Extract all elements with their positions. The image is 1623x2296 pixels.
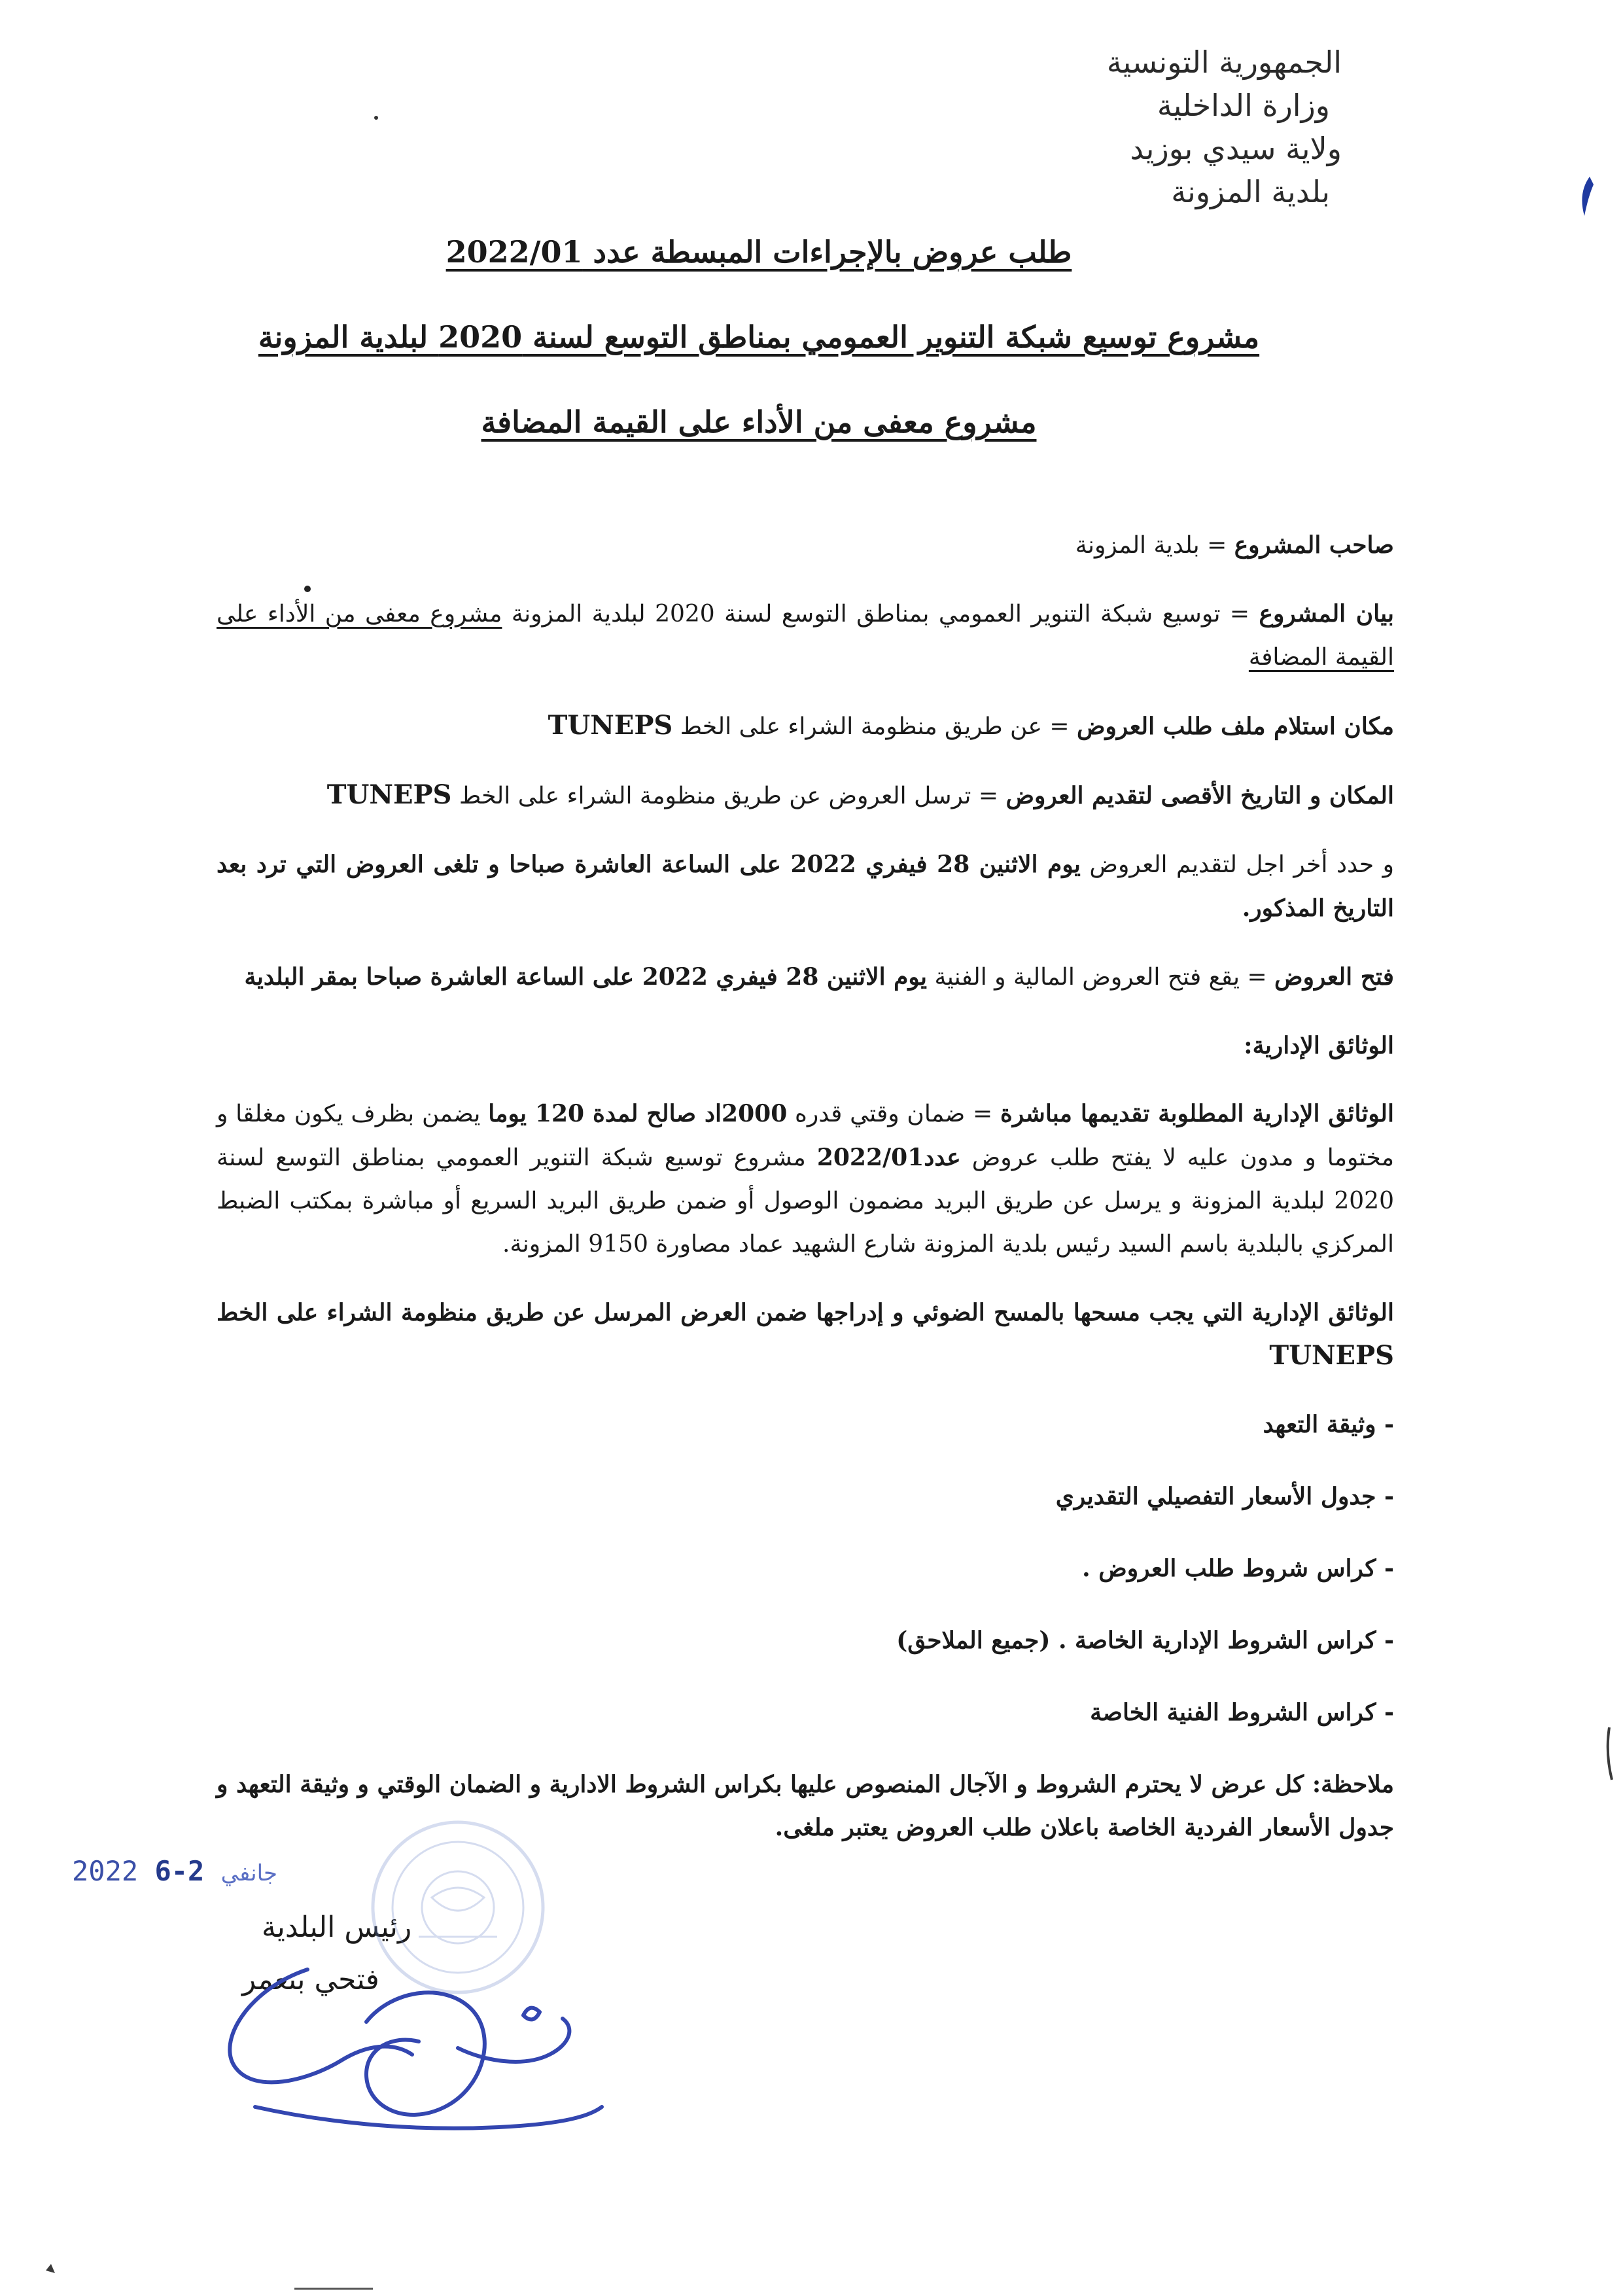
list-item: - كراس الشروط الفنية الخاصة — [1090, 1699, 1394, 1726]
direct-docs-text-e: مشروع توسيع شبكة التنوير العمومي بمناطق التوسع لسنة 2020 لبلدية المزونة و يرسل عن طريق البريد مضمون الوصول أو ضمن طريق البريد السريع أو مباشرة بمكتب الضبط المركزي بالبلدية باسم السيد رئيس بلدية المزونة شارع الشهيد عماد مصاورة 9150 المزونة. — [217, 1144, 1394, 1258]
guarantee-amount: 2000اد صالح لمدة 120 يوما — [488, 1100, 788, 1127]
limit-date: يوم الاثنين 28 فيفري 2022 على الساعة العاشرة صباحا و تلغى العروض التي ترد بعد التاريخ المذكور. — [217, 851, 1394, 922]
opening-date: يوم الاثنين 28 فيفري 2022 على الساعة العاشرة صباحا بمقر البلدية — [244, 963, 928, 991]
direct-docs-label: الوثائق الإدارية المطلوبة تقديمها مباشرة — [1000, 1100, 1395, 1127]
scan-mark-icon — [1582, 177, 1594, 216]
signatory-name: فتحي بنعمر — [242, 1963, 379, 1996]
list-item: - وثيقة التعهد — [1263, 1411, 1394, 1438]
tender-title: طلب عروض بالإجراءات المبسطة عدد 2022/01 — [445, 234, 1072, 270]
scanned-docs-platform: TUNEPS — [1269, 1340, 1394, 1371]
owner-label: صاحب المشروع — [1234, 531, 1394, 559]
owner-value: = بلدية المزونة — [1075, 532, 1234, 559]
project-exempt: مشروع معفى من الأداء على القيمة المضافة — [217, 601, 1394, 671]
deadline-label: المكان و التاريخ الأقصى لتقديم العروض — [1005, 782, 1394, 809]
list-item: - كراس الشروط الإدارية الخاصة . (جميع الملاحق) — [896, 1627, 1394, 1654]
vat-exemption-title: مشروع معفى من الأداء على القيمة المضافة — [481, 404, 1037, 440]
opening-value: = يقع فتح العروض المالية و الفنية — [927, 964, 1275, 991]
stamp-month: جانفي — [220, 1860, 278, 1886]
list-item: - جدول الأسعار التفصيلي التقديري — [1055, 1483, 1394, 1510]
signatory-title: رئيس البلدية — [262, 1911, 412, 1944]
receipt-platform: TUNEPS — [548, 710, 673, 741]
list-item: - كراس شروط طلب العروض . — [1082, 1555, 1394, 1582]
corner-mark-icon — [1608, 1727, 1612, 1780]
direct-docs-text-c: يضمن بظرف يكون مغلقا و مختوما و مدون عليه لا يفتح طلب عروض — [217, 1101, 1395, 1171]
admin-docs-heading: الوثائق الإدارية: — [1244, 1032, 1394, 1059]
stamp-day: 2-6 — [154, 1855, 205, 1887]
stamp-year: 2022 — [72, 1855, 139, 1887]
receipt-label: مكان استلام ملف طلب العروض — [1077, 713, 1394, 740]
tender-number: عدد2022/01 — [816, 1144, 961, 1171]
letterhead-municipality: بلدية المزونة — [1171, 174, 1330, 209]
official-seal-icon — [373, 1822, 543, 1992]
letterhead-governorate: ولاية سيدي بوزيد — [1130, 131, 1342, 166]
project-title: مشروع توسيع شبكة التنوير العمومي بمناطق التوسع لسنة 2020 لبلدية المزونة — [258, 319, 1260, 355]
project-label: بيان المشروع — [1259, 600, 1395, 627]
opening-label: فتح العروض — [1274, 963, 1394, 991]
limit-intro: و حدد أخر اجل لتقديم العروض — [1080, 851, 1395, 878]
speck-icon — [304, 586, 311, 592]
scanned-docs-text: الوثائق الإدارية التي يجب مسحها بالمسح الضوئي و إدراجها ضمن العرض المرسل عن طريق منظومة الشراء على الخط — [217, 1299, 1394, 1326]
corner-mark-icon — [46, 2264, 55, 2273]
note-paragraph: ملاحظة: كل عرض لا يحترم الشروط و الآجال المنصوص عليها بكراس الشروط الادارية و الضمان الوقتي و وثيقة التعهد و جدول الأسعار الفردية الخاصة باعلان طلب العروض يعتبر ملغى. — [217, 1771, 1394, 1841]
speck-icon — [374, 116, 378, 120]
letterhead-republic: الجمهورية التونسية — [1106, 44, 1342, 80]
deadline-value: = ترسل العروض عن طريق منظومة الشراء على الخط — [451, 783, 1006, 809]
deadline-platform: TUNEPS — [326, 779, 452, 810]
letterhead-ministry: وزارة الداخلية — [1157, 88, 1330, 123]
handwritten-signature-icon — [230, 1969, 602, 2128]
project-value: = توسيع شبكة التنوير العمومي بمناطق التوسع لسنة 2020 لبلدية المزونة — [502, 601, 1259, 627]
receipt-value: = عن طريق منظومة الشراء على الخط — [672, 713, 1077, 740]
direct-docs-text-a: = ضمان وقتي قدره — [787, 1101, 1000, 1127]
